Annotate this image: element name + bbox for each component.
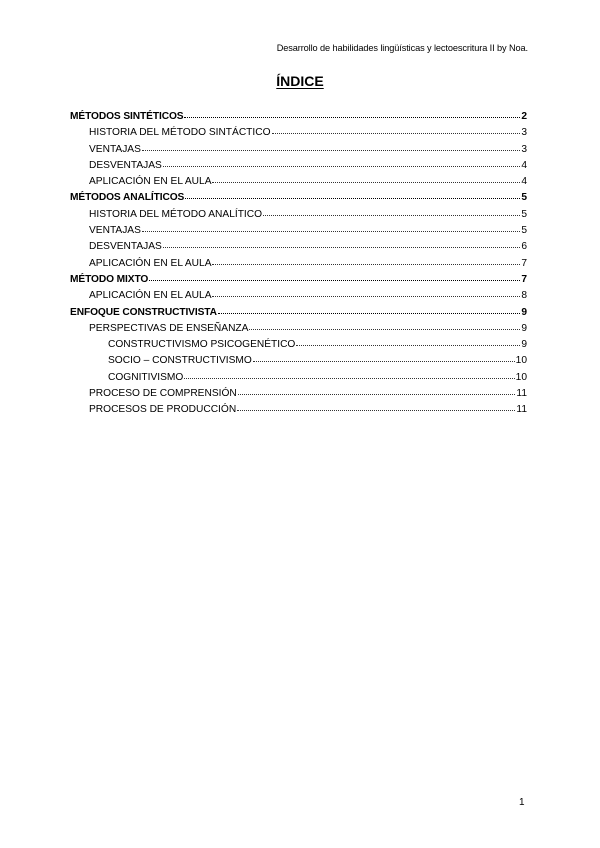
toc-entry[interactable] bbox=[70, 370, 527, 386]
toc-entry-label: APLICACIÓN EN EL AULA bbox=[89, 290, 212, 302]
dot-leader bbox=[296, 337, 520, 347]
dot-leader bbox=[253, 353, 515, 363]
dot-leader bbox=[142, 223, 520, 233]
toc-entry[interactable] bbox=[70, 158, 527, 174]
toc-entry[interactable] bbox=[70, 142, 527, 158]
toc-entry-label: APLICACIÓN EN EL AULA bbox=[89, 257, 212, 269]
toc-entry[interactable] bbox=[70, 386, 527, 402]
dot-leader bbox=[184, 370, 514, 380]
dot-leader bbox=[237, 402, 515, 412]
toc-entry-page: 11 bbox=[516, 404, 527, 416]
dot-leader bbox=[163, 239, 520, 249]
toc-entry-page: 5 bbox=[521, 208, 527, 220]
toc-entry[interactable] bbox=[70, 174, 527, 190]
toc-entry[interactable] bbox=[70, 239, 527, 255]
toc-entry-label: APLICACIÓN EN EL AULA bbox=[89, 176, 212, 188]
toc-entry-label: MÉTODOS ANALÍTICOS bbox=[70, 192, 185, 204]
dot-leader bbox=[149, 272, 520, 282]
toc-entry[interactable] bbox=[70, 109, 527, 125]
toc-entry[interactable] bbox=[70, 353, 527, 369]
toc-entry-page: 10 bbox=[515, 355, 527, 367]
dot-leader bbox=[263, 207, 520, 217]
toc-entry-label: HISTORIA DEL MÉTODO ANALÍTICO bbox=[89, 208, 263, 220]
dot-leader bbox=[212, 288, 520, 298]
toc-entry-label: DESVENTAJAS bbox=[89, 241, 162, 253]
toc-entry-page: 9 bbox=[521, 339, 527, 351]
toc-entry-label: VENTAJAS bbox=[89, 143, 141, 155]
toc-entry-page: 8 bbox=[521, 290, 527, 302]
toc-entry[interactable] bbox=[70, 305, 527, 321]
toc-entry-label: SOCIO – CONSTRUCTIVISMO bbox=[108, 355, 252, 367]
toc-entry-page: 6 bbox=[521, 241, 527, 253]
toc-entry-page: 5 bbox=[521, 225, 527, 237]
toc-entry-label: DESVENTAJAS bbox=[89, 159, 162, 171]
toc-entry-page: 7 bbox=[521, 273, 527, 285]
toc-entry[interactable] bbox=[70, 125, 527, 141]
dot-leader bbox=[238, 386, 516, 396]
toc-entry-label: CONSTRUCTIVISMO PSICOGENÉTICO bbox=[108, 339, 296, 351]
running-header: Desarrollo de habilidades lingüísticas y lectoescritura II by Noa. bbox=[276, 43, 528, 53]
dot-leader bbox=[249, 321, 520, 331]
toc-entry-label: VENTAJAS bbox=[89, 225, 141, 237]
page-number: 1 bbox=[519, 797, 525, 808]
toc-entry-page: 9 bbox=[521, 322, 527, 334]
toc-entry-page: 4 bbox=[521, 159, 527, 171]
dot-leader bbox=[185, 190, 520, 200]
toc-entry-label: ENFOQUE CONSTRUCTIVISTA bbox=[70, 306, 217, 318]
toc-entry-page: 5 bbox=[521, 192, 527, 204]
toc-entry-page: 3 bbox=[521, 143, 527, 155]
toc-entry[interactable] bbox=[70, 337, 527, 353]
table-of-contents bbox=[70, 109, 527, 419]
toc-entry-page: 11 bbox=[516, 388, 527, 400]
toc-entry[interactable] bbox=[70, 190, 527, 206]
dot-leader bbox=[218, 305, 520, 315]
dot-leader bbox=[212, 256, 520, 266]
toc-entry-page: 9 bbox=[521, 306, 527, 318]
toc-entry-label: MÉTODO MIXTO bbox=[70, 273, 149, 285]
toc-entry-label: COGNITIVISMO bbox=[108, 371, 184, 383]
toc-entry[interactable] bbox=[70, 402, 527, 418]
toc-entry-page: 3 bbox=[521, 127, 527, 139]
dot-leader bbox=[272, 125, 521, 135]
toc-entry-page: 2 bbox=[521, 111, 527, 122]
toc-entry-page: 4 bbox=[521, 176, 527, 188]
toc-entry-label: MÉTODOS SINTÉTICOS bbox=[70, 111, 184, 122]
dot-leader bbox=[163, 158, 520, 168]
toc-entry-label: PROCESO DE COMPRENSIÓN bbox=[89, 388, 237, 400]
dot-leader bbox=[142, 142, 520, 152]
toc-entry[interactable] bbox=[70, 256, 527, 272]
dot-leader bbox=[184, 109, 520, 119]
dot-leader bbox=[212, 174, 520, 184]
toc-entry[interactable] bbox=[70, 272, 527, 288]
page-title: ÍNDICE bbox=[276, 73, 324, 89]
toc-entry[interactable] bbox=[70, 223, 527, 239]
toc-entry-label: HISTORIA DEL MÉTODO SINTÁCTICO bbox=[89, 127, 271, 139]
toc-entry-label: PERSPECTIVAS DE ENSEÑANZA bbox=[89, 322, 249, 334]
toc-entry-page: 7 bbox=[521, 257, 527, 269]
toc-entry[interactable] bbox=[70, 288, 527, 304]
toc-entry-label: PROCESOS DE PRODUCCIÓN bbox=[89, 404, 237, 416]
toc-entry[interactable] bbox=[70, 321, 527, 337]
toc-entry[interactable] bbox=[70, 207, 527, 223]
toc-entry-page: 10 bbox=[515, 371, 527, 383]
